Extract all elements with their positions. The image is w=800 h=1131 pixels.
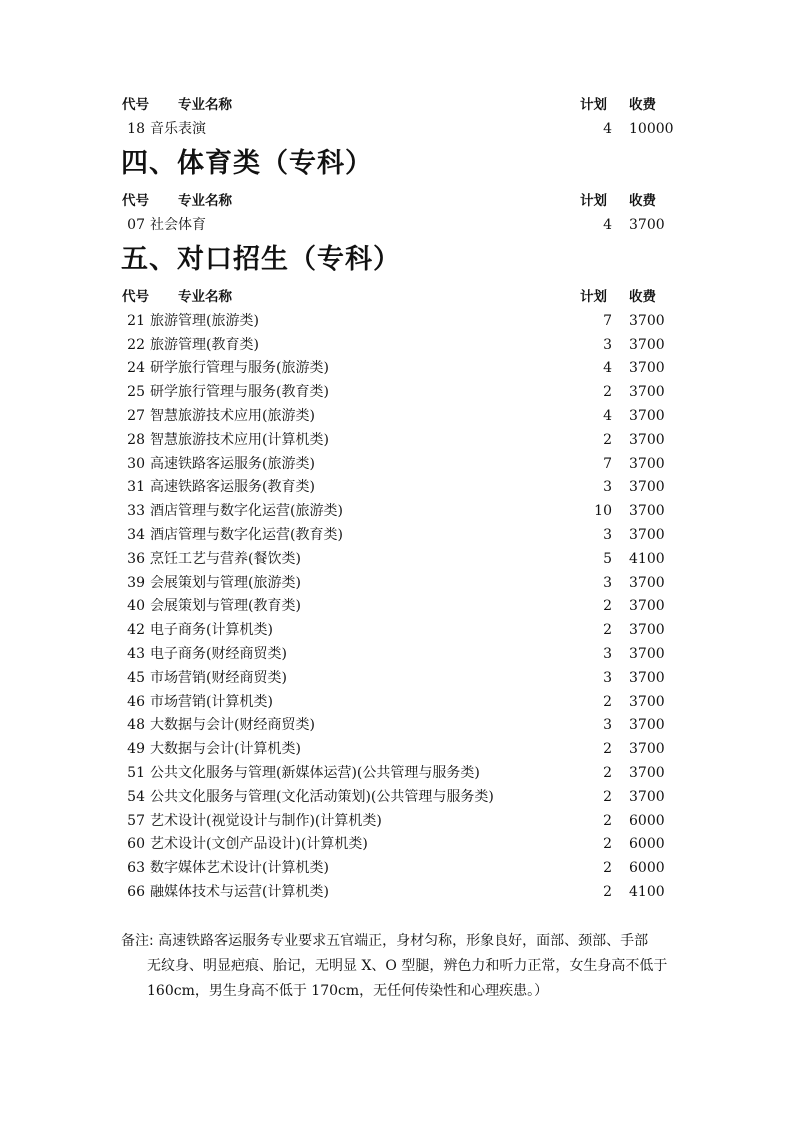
table-row	[0, 857, 800, 881]
row-code: 24	[127, 360, 145, 377]
row-fee: 3700	[629, 503, 665, 520]
row-code: 51	[127, 764, 145, 781]
row-fee: 3700	[629, 216, 665, 233]
table-row	[0, 524, 800, 548]
row-plan: 2	[603, 812, 612, 829]
row-plan: 2	[603, 764, 612, 781]
header-code: 代号	[122, 289, 149, 305]
row-code: 40	[127, 598, 145, 615]
row-plan: 3	[603, 717, 612, 734]
row-code: 36	[127, 550, 145, 567]
row-name: 研学旅行管理与服务(教育类)	[150, 384, 329, 401]
row-fee: 3700	[629, 360, 665, 377]
row-name: 市场营销(财经商贸类)	[150, 669, 287, 686]
row-name: 社会体育	[150, 216, 206, 233]
row-fee: 3700	[629, 645, 665, 662]
table-row	[0, 310, 800, 334]
remarks-line-1: 高速铁路客运服务专业要求五官端正，身材匀称，形象良好，面部、颈部、手部	[158, 933, 649, 949]
row-plan: 3	[603, 645, 612, 662]
row-fee: 3700	[629, 669, 665, 686]
row-fee: 3700	[629, 526, 665, 543]
row-name: 公共文化服务与管理(新媒体运营)(公共管理与服务类)	[150, 764, 480, 781]
table-row	[0, 118, 800, 142]
row-code: 46	[127, 693, 145, 710]
row-fee: 3700	[629, 407, 665, 424]
header-name: 专业名称	[178, 193, 232, 209]
row-plan: 2	[603, 384, 612, 401]
row-plan: 2	[603, 598, 612, 615]
section-sports	[0, 190, 800, 238]
row-fee: 10000	[629, 120, 674, 137]
row-code: 27	[127, 407, 145, 424]
row-plan: 7	[603, 312, 612, 329]
row-code: 07	[127, 216, 145, 233]
row-name: 音乐表演	[150, 120, 206, 137]
table-row	[0, 881, 800, 905]
row-plan: 2	[603, 741, 612, 758]
remarks-line-3: 160cm，男生身高不低于 170cm，无任何传染性和心理疾患。）	[147, 983, 549, 999]
row-plan: 4	[603, 216, 612, 233]
table-row	[0, 334, 800, 358]
header-fee: 收费	[629, 193, 656, 209]
header-code: 代号	[122, 97, 149, 113]
table-row	[0, 357, 800, 381]
row-plan: 10	[594, 503, 612, 520]
row-name: 高速铁路客运服务(教育类)	[150, 479, 315, 496]
table-header	[0, 190, 800, 214]
row-code: 48	[127, 717, 145, 734]
row-fee: 4100	[629, 883, 665, 900]
table-row	[0, 738, 800, 762]
table-row	[0, 643, 800, 667]
row-code: 42	[127, 622, 145, 639]
row-code: 28	[127, 431, 145, 448]
row-name: 艺术设计(文创产品设计)(计算机类)	[150, 836, 368, 853]
table-body	[0, 310, 800, 905]
row-code: 18	[127, 120, 145, 137]
header-plan: 计划	[580, 289, 607, 305]
header-plan: 计划	[580, 97, 607, 113]
row-code: 21	[127, 312, 145, 329]
header-name: 专业名称	[178, 289, 232, 305]
remarks	[121, 929, 681, 1004]
table-row	[0, 810, 800, 834]
row-fee: 3700	[629, 431, 665, 448]
row-plan: 4	[603, 360, 612, 377]
row-fee: 6000	[629, 812, 665, 829]
row-fee: 4100	[629, 550, 665, 567]
table-body	[0, 214, 800, 238]
row-code: 63	[127, 860, 145, 877]
section-title-duikou: 五、对口招生（专科）	[121, 244, 401, 275]
row-code: 66	[127, 883, 145, 900]
row-name: 数字媒体艺术设计(计算机类)	[150, 860, 329, 877]
row-name: 旅游管理(旅游类)	[150, 312, 259, 329]
table-row	[0, 595, 800, 619]
section-title-sports: 四、体育类（专科）	[121, 148, 373, 179]
row-name: 电子商务(财经商贸类)	[150, 645, 287, 662]
table-header	[0, 94, 800, 118]
row-code: 57	[127, 812, 145, 829]
row-fee: 3700	[629, 622, 665, 639]
row-code: 25	[127, 384, 145, 401]
header-code: 代号	[122, 193, 149, 209]
row-name: 电子商务(计算机类)	[150, 622, 273, 639]
row-name: 艺术设计(视觉设计与制作)(计算机类)	[150, 812, 382, 829]
row-plan: 2	[603, 622, 612, 639]
row-code: 43	[127, 645, 145, 662]
row-name: 酒店管理与数字化运营(教育类)	[150, 526, 343, 543]
table-row	[0, 667, 800, 691]
row-fee: 6000	[629, 836, 665, 853]
row-plan: 2	[603, 883, 612, 900]
row-code: 34	[127, 526, 145, 543]
row-name: 智慧旅游技术应用(计算机类)	[150, 431, 329, 448]
table-row	[0, 786, 800, 810]
table-row	[0, 833, 800, 857]
table-row	[0, 500, 800, 524]
row-fee: 3700	[629, 312, 665, 329]
row-code: 39	[127, 574, 145, 591]
table-row	[0, 714, 800, 738]
row-name: 烹饪工艺与营养(餐饮类)	[150, 550, 301, 567]
table-row	[0, 762, 800, 786]
table-row	[0, 429, 800, 453]
section-duikou	[0, 286, 800, 905]
row-plan: 2	[603, 693, 612, 710]
row-code: 22	[127, 336, 145, 353]
row-plan: 4	[603, 407, 612, 424]
row-plan: 7	[603, 455, 612, 472]
section-art	[0, 94, 800, 142]
row-fee: 3700	[629, 336, 665, 353]
row-name: 旅游管理(教育类)	[150, 336, 259, 353]
row-code: 31	[127, 479, 145, 496]
row-plan: 2	[603, 860, 612, 877]
row-fee: 3700	[629, 788, 665, 805]
row-name: 研学旅行管理与服务(旅游类)	[150, 360, 329, 377]
header-fee: 收费	[629, 97, 656, 113]
row-code: 60	[127, 836, 145, 853]
remarks-line-2: 无纹身、明显疤痕、胎记，无明显 X、O 型腿，辨色力和听力正常，女生身高不低于	[147, 958, 668, 974]
row-fee: 3700	[629, 741, 665, 758]
row-fee: 3700	[629, 764, 665, 781]
row-name: 高速铁路客运服务(旅游类)	[150, 455, 315, 472]
remarks-label: 备注:	[121, 933, 154, 949]
table-header	[0, 286, 800, 310]
row-plan: 3	[603, 574, 612, 591]
row-fee: 3700	[629, 717, 665, 734]
row-plan: 2	[603, 836, 612, 853]
row-fee: 3700	[629, 384, 665, 401]
row-code: 45	[127, 669, 145, 686]
table-row	[0, 572, 800, 596]
row-code: 49	[127, 741, 145, 758]
row-name: 融媒体技术与运营(计算机类)	[150, 883, 329, 900]
table-row	[0, 214, 800, 238]
row-name: 公共文化服务与管理(文化活动策划)(公共管理与服务类)	[150, 788, 494, 805]
row-code: 33	[127, 503, 145, 520]
row-plan: 3	[603, 669, 612, 686]
table-row	[0, 619, 800, 643]
row-plan: 2	[603, 431, 612, 448]
row-fee: 3700	[629, 455, 665, 472]
header-plan: 计划	[580, 193, 607, 209]
row-plan: 3	[603, 526, 612, 543]
row-fee: 6000	[629, 860, 665, 877]
table-row	[0, 405, 800, 429]
row-fee: 3700	[629, 574, 665, 591]
row-code: 30	[127, 455, 145, 472]
row-name: 会展策划与管理(教育类)	[150, 598, 301, 615]
table-body	[0, 118, 800, 142]
table-row	[0, 548, 800, 572]
row-name: 大数据与会计(财经商贸类)	[150, 717, 315, 734]
row-name: 市场营销(计算机类)	[150, 693, 273, 710]
row-code: 54	[127, 788, 145, 805]
header-fee: 收费	[629, 289, 656, 305]
row-fee: 3700	[629, 693, 665, 710]
table-row	[0, 381, 800, 405]
row-plan: 5	[603, 550, 612, 567]
row-fee: 3700	[629, 598, 665, 615]
row-plan: 3	[603, 336, 612, 353]
header-name: 专业名称	[178, 97, 232, 113]
row-plan: 3	[603, 479, 612, 496]
table-row	[0, 691, 800, 715]
row-name: 大数据与会计(计算机类)	[150, 741, 301, 758]
table-row	[0, 453, 800, 477]
row-fee: 3700	[629, 479, 665, 496]
row-name: 酒店管理与数字化运营(旅游类)	[150, 503, 343, 520]
row-name: 智慧旅游技术应用(旅游类)	[150, 407, 315, 424]
row-plan: 4	[603, 120, 612, 137]
table-row	[0, 476, 800, 500]
row-name: 会展策划与管理(旅游类)	[150, 574, 301, 591]
row-plan: 2	[603, 788, 612, 805]
